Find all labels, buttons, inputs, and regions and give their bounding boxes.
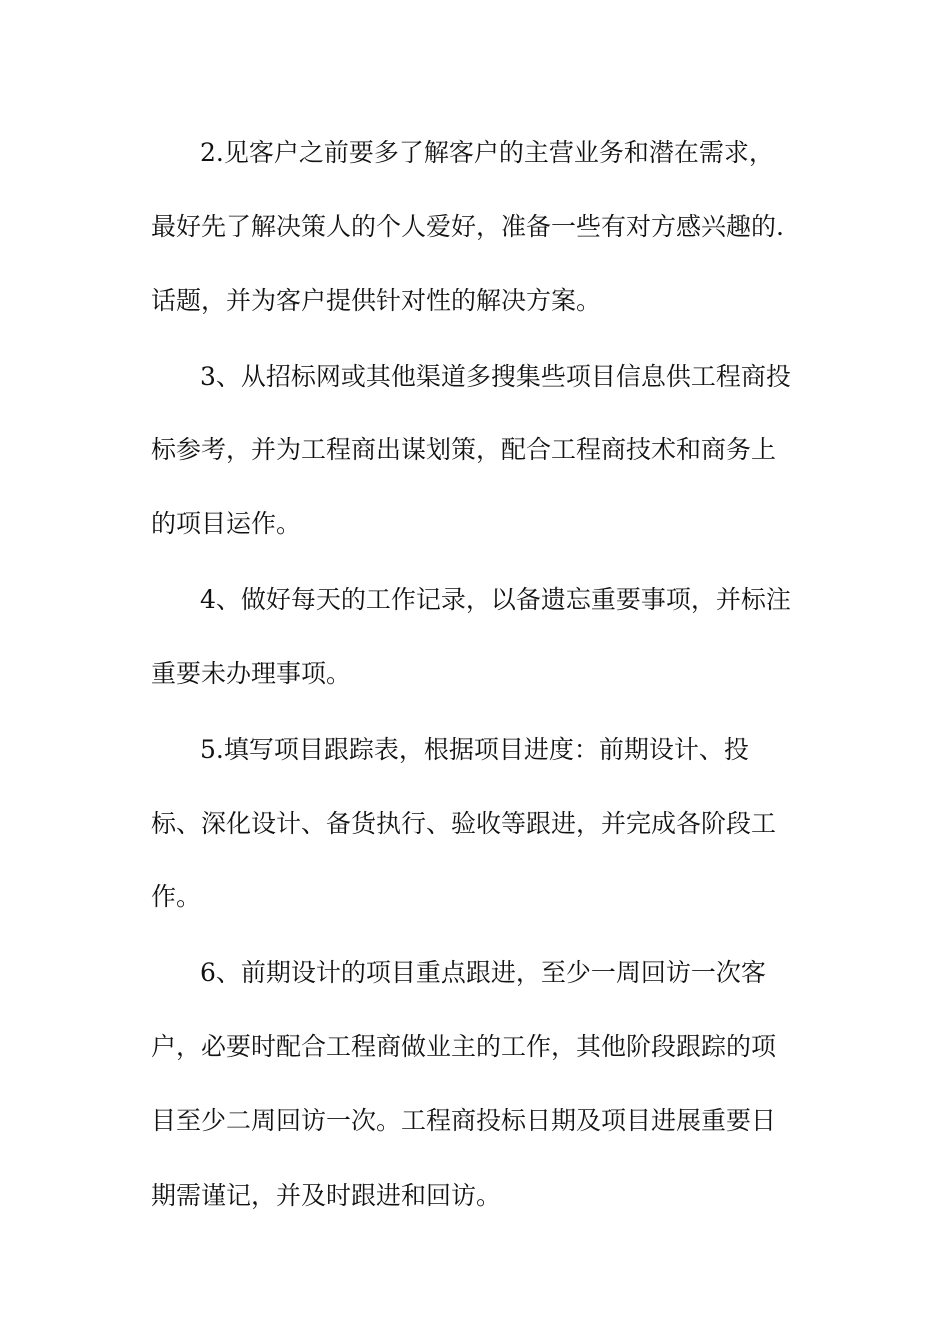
paragraph-line: 3、从招标网或其他渠道多搜集些项目信息供工程商投 (200, 362, 791, 391)
paragraph-line: 最好先了解决策人的个人爱好，准备一些有对方感兴趣的. (151, 212, 784, 241)
paragraph-line: 5.填写项目跟踪表，根据项目进度：前期设计、投 (200, 735, 749, 764)
paragraph-line: 户，必要时配合工程商做业主的工作，其他阶段跟踪的项 (151, 1032, 777, 1061)
paragraph-line: 的项目运作。 (151, 509, 302, 538)
paragraph-line: 6、前期设计的项目重点跟进，至少一周回访一次客 (200, 958, 766, 987)
paragraph-line: 标、深化设计、备货执行、验收等跟进，并完成各阶段工 (151, 809, 777, 838)
paragraph-line: 2.见客户之前要多了解客户的主营业务和潜在需求， (200, 138, 774, 167)
paragraph-line: 目至少二周回访一次。工程商投标日期及项目进展重要日 (151, 1106, 777, 1135)
paragraph-line: 作。 (151, 882, 202, 911)
paragraph-line: 话题，并为客户提供针对性的解决方案。 (151, 286, 602, 315)
paragraph-line: 重要未办理事项。 (151, 659, 352, 688)
paragraph-line: 期需谨记，并及时跟进和回访。 (151, 1181, 502, 1210)
paragraph-line: 标参考，并为工程商出谋划策，配合工程商技术和商务上 (151, 435, 777, 464)
paragraph-line: 4、做好每天的工作记录，以备遗忘重要事项，并标注 (200, 585, 791, 614)
